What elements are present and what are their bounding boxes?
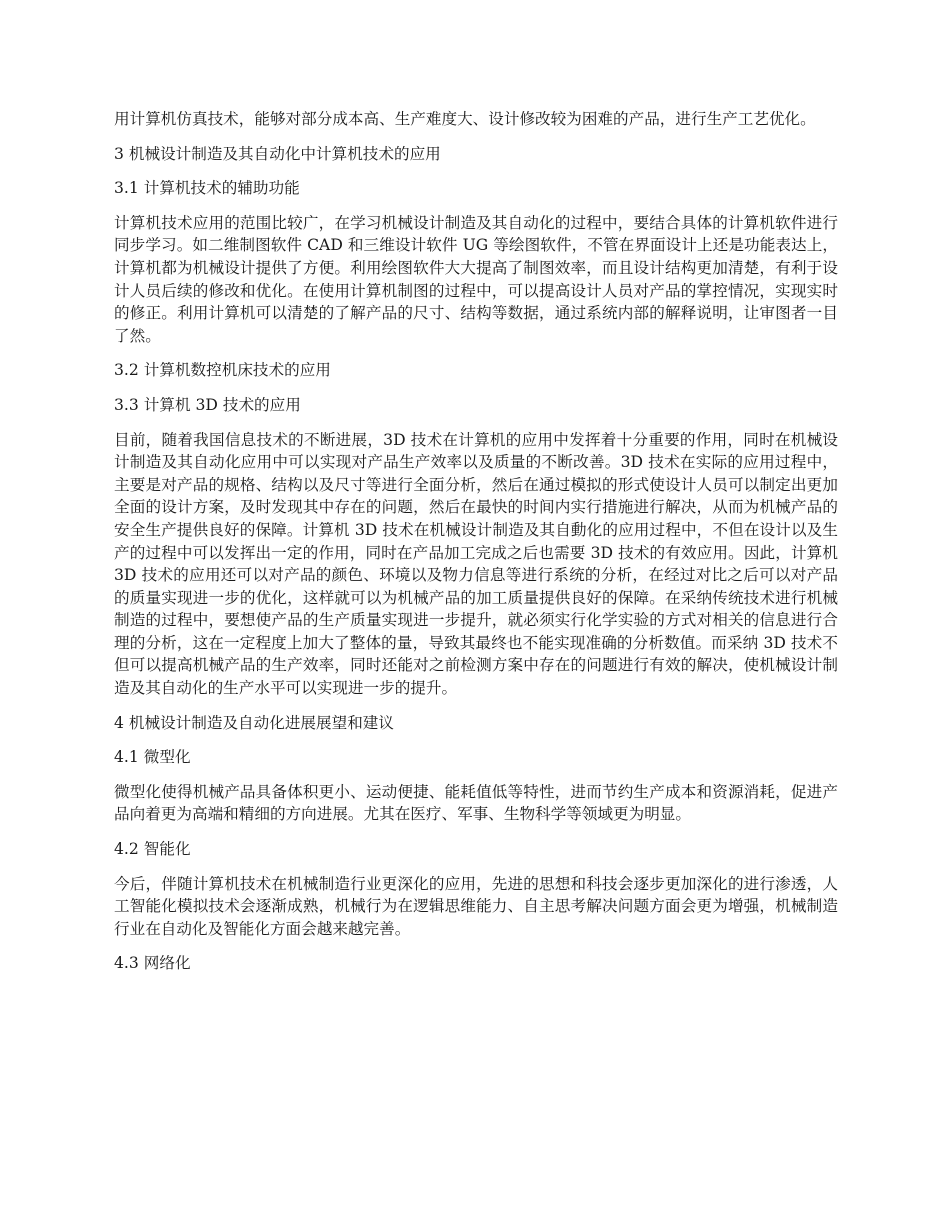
section-4-2-heading: 4.2 智能化 xyxy=(114,840,191,859)
section-3-3-paragraph: 目前，随着我国信息技术的不断进展，3D 技术在计算机的应用中发挥着十分重要的作用，同时在机械设计制造及其自动化应用中可以实现对产品生产效率以及质量的不断改善。3D 技术在实际的应用过程中，主要是对产品的规格、结构以及尺寸等进行全面分析，然后在通过模拟的形式使设计人员可以制定出更加全面的设计方案，及时发现其中存在的问题，然后在最快的时间内实行措施进行解决，从而为机械产品的安全生产提供良好的保障。计算机 3D 技术在机械设计制造及其自動化的应用过程中，不但在设计以及生产的过程中可以发挥出一定的作用，同时在产品加工完成之后也需要 3D 技术的有效应用。因此，计算机 3D 技术的应用还可以对产品的颜色、环境以及物力信息等进行系统的分析，在经过对比之后可以对产品的质量实现进一步的优化，这样就可以为机械产品的加工质量提供良好的保障。在采纳传统技术进行机械制造的过程中，要想使产品的生产质量实现进一步提升，就必须实行化学实验的方式对相关的信息进行合理的分析，这在一定程度上加大了整体的量，导致其最终也不能实现准确的分析数值。而采纳 3D 技术不但可以提高机械产品的生产效率，同时还能对之前检测方案中存在的问题进行有效的解决，使机械设计制造及其自动化的生产水平可以实现进一步的提升。 xyxy=(114,430,838,698)
section-4-2-paragraph: 今后，伴随计算机技术在机械制造行业更深化的应用，先进的思想和科技会逐步更加深化的进行渗透，人工智能化模拟技术会逐渐成熟，机械行为在逻辑思维能力、自主思考解决问题方面会更为增强，机械制造行业在自动化及智能化方面会越来越完善。 xyxy=(114,874,838,938)
section-3-heading: 3 机械设计制造及其自动化中计算机技术的应用 xyxy=(114,144,441,163)
section-4-1-heading: 4.1 微型化 xyxy=(114,748,191,767)
section-4-heading: 4 机械设计制造及自动化进展展望和建议 xyxy=(114,713,394,732)
section-3-1-heading: 3.1 计算机技术的辅助功能 xyxy=(114,179,300,198)
section-3-3-heading: 3.3 计算机 3D 技术的应用 xyxy=(114,395,301,414)
section-4-3-heading: 4.3 网络化 xyxy=(114,954,191,973)
intro-paragraph: 用计算机仿真技术，能够对部分成本高、生产难度大、设计修改较为困难的产品，进行生产工艺优化。 xyxy=(114,110,816,128)
section-4-1-paragraph: 微型化使得机械产品具备体积更小、运动便捷、能耗值低等特性，进而节约生产成本和资源消耗，促进产品向着更为高端和精细的方向进展。尤其在医疗、军事、生物科学等领域更为明显。 xyxy=(114,782,838,824)
section-3-2-heading: 3.2 计算机数控机床技术的应用 xyxy=(114,361,331,380)
document-page xyxy=(114,108,838,987)
section-3-1-paragraph: 计算机技术应用的范围比较广，在学习机械设计制造及其自动化的过程中，要结合具体的计算机软件进行同步学习。如二维制图软件 CAD 和三维设计软件 UG 等绘图软件，不管在界面设计上还是功能表达上，计算机都为机械设计提供了方便。利用绘图软件大大提高了制图效率，而且设计结构更加清楚，有利于设计人员后续的修改和优化。在使用计算机制图的过程中，可以提高设计人员对产品的掌控情况，实现实时的修正。利用计算机可以清楚的了解产品的尺寸、结构等数据，通过系统内部的解释说明，让审图者一目了然。 xyxy=(114,213,838,345)
